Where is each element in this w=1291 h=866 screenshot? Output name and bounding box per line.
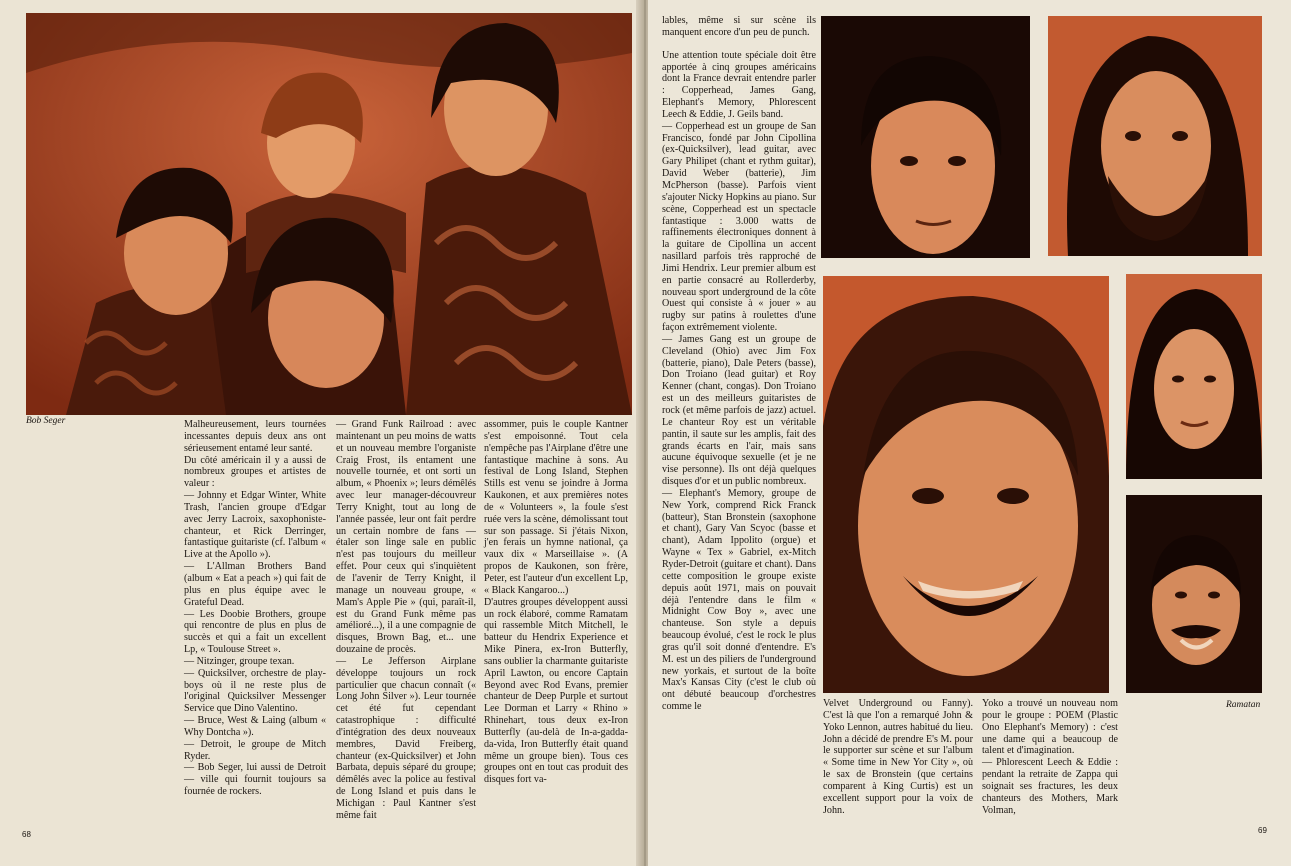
paragraph: Malheureusement, leurs tournées incessantes depuis deux ans ont sérieusement entamé leur santé. [184,419,326,454]
paragraph: Une attention toute spéciale doit être apportée à cinq groupes américains dont la France devrait entendre parler : Copperhead, James Gang, Elephant's Memory, Phlorescent Leech & Eddie, J. Geils band. [662,49,816,120]
page-number-left: 68 [22,830,31,839]
band-photo-art [26,13,632,415]
photo-caption: Bob Seger [26,416,66,426]
portrait-photo-3 [823,276,1109,693]
text-column-right-2 [823,698,973,816]
paragraph: — Detroit, le groupe de Mitch Ryder. [184,738,326,762]
paragraph: — Bob Seger, lui aussi de Detroit — ville qui fournit toujours sa fournée de rockers. [184,762,326,798]
portrait-art-1 [821,16,1030,258]
paragraph: — L'Allman Brothers Band (album « Eat a peach ») qui fait de plus en plus équipe avec le Grateful Dead. [184,561,326,608]
paragraph: — James Gang est un groupe de Cleveland (Ohio) avec Jim Fox (batterie, piano), Dale Peters (basse), Don Troiano (lead guitar) et Roy Kenner (chant, congas). Don Troiano est un des meilleurs guitaristes de rock (et même parfois de jazz) actuel. Le chanteur Roy est un véritable pantin, il saute sur les amplis, fait des grands écarts en l'air, mais sans aucune équivoque sexuelle (et je ne vise personne). Ils ont déjà quelques disques d'or et un public nombreux. [662,333,816,488]
paragraph: — Elephant's Memory, groupe de New York, comprend Rick Franck (batteur), Stan Bronstein (saxophone et chant), Gary Van Scyoc (basse et chant), Adam Ippolito (orgue) et Wayne « Tex » Gabriel, ex-Mitch Ryder-Detroit (guitare et chant). Dans cette composition le groupe existe depuis août 1971, mais on pouvait déjà l'entendre dans le film « Midnight Cow Boy », avec une chanteuse. Son style a depuis beaucoup évolué, c'est le rock le plus gras qu'il soit donné d'entendre. E's M. est un des piliers de l'underground new yorkais, et surtout de la boîte Max's Kansas City (c'est le club où ont débuté beaucoup d'orchestres comme le [662,487,816,713]
paragraph: Du côté américain il y a aussi de nombreux groupes et artistes de valeur : [184,454,326,490]
text-column-1 [184,419,326,798]
paragraph: — Quicksilver, orchestre de play-boys où il ne reste plus de l'original Quicksilver Messenger Service que Dino Valentino. [184,667,326,715]
paragraph: — Le Jefferson Airplane développe toujours un rock particulier que chacun connaît (« Long John Silver »). Leur tournée cet été fut cependant catastrophique : difficulté d'intégration des deux nouveaux membres, David Freiberg, chanteur (ex-Quicksilver) et John Barbata, depuis séparé du groupe; démêlés avec la police au festival de Long Island et puis dans le Michigan : Paul Kantner s'est même fait [336,655,476,821]
portrait-art-2 [1048,16,1262,256]
paragraph: — Grand Funk Railroad : avec maintenant un peu moins de watts et un nouveau membre l'organiste Craig Frost, ils entament une nouvelle tournée, et ont sorti un album, « Phoenix »; leurs démêlés avec leur manager-découvreur Terry Knight, tout au long de l'année passée, leur ont fait perdre un certain nombre de fans — étaler son linge sale en public n'est pas toujours du meilleur effet. Pour ceux qui s'inquiètent de l'avenir de Terry Knight, il manage un nouveau groupe, « Mam's Apple Pie » (qui, paraît-il, est du Grand Funk même pas amélioré...), il a une compagnie de disques, Brown Bag, et... une douzaine de procès. [336,419,476,656]
paragraph: D'autres groupes développent aussi un rock élaboré, comme Ramatam qui rassemble Mitch Mitchell, le batteur du Hendrix Experience et Mike Pinera, ex-Iron Butterfly, sans oublier la charmante guitariste April Lawton, ou encore Captain Beyond avec Rod Evans, premier chanteur de Deep Purple et surtout Lee Dorman et Larry « Rhino » Rhinehart, tous deux ex-Iron Butterfly (au-delà de In-a-gadda-da-vida, Iron Butterfly était quand même un groupe bien). Tous ces groupes ont en tout cas produit des disques fort va- [484,596,628,786]
photo-caption: Ramatan [1226,700,1261,710]
paragraph: assommer, puis le couple Kantner s'est empoisonné. Tout cela n'empêche pas l'Airplane d'être une fantastique machine à sons. Au festival de Long Island, Stephen Stills est venu se joindre à Jorma Kaukonen, et aux premières notes de « Volunteers », la foule s'est ruée vers la scène, démolissant tout sur son passage. Si j'étais Nixon, j'en ferais un hymne national, ça vaux dix « Marseillaise ». (A propos de Kaukonen, son frère, Peter, est l'auteur d'un excellent Lp, « Black Kangaroo...) [484,419,628,596]
right-page [648,0,1291,866]
text-column-2 [336,419,476,822]
portrait-photo-1 [821,16,1030,258]
paragraph: — Nitzinger, groupe texan. [184,655,295,667]
paragraph: — Copperhead est un groupe de San Francisco, fondé par John Cipollina (ex-Quicksilver), lead guitar, avec Gary Philipet (chant et rythm guitar), David Weber (batterie), Jim McPherson (basse). Parfois vient s'ajouter Nicky Hopkins au piano. Sur scène, Copperhead est un spectacle fantastique : 3.000 watts de raffinements électroniques donnent à la guitare de Cipollina un accent nasillard parfois très rapproché de Jimi Hendrix. Leur premier album est en partie consacré au Rollerderby, nouveau sport underground de la côte Ouest qui consiste à « jouer » au rugby sur patins à roulettes d'une façon extrêmement violente. [662,120,816,334]
portrait-art-5 [1126,495,1262,693]
portrait-art-4 [1126,274,1262,479]
paragraph: lables, même si sur scène ils manquent encore d'un peu de punch. [662,15,816,38]
paragraph: — Johnny et Edgar Winter, White Trash, l'ancien groupe d'Edgar avec Jerry Lacroix, saxophoniste-chanteur, et Rick Derringer, fantastique guitariste (cf. l'album « Live at the Apollo »). [184,490,326,561]
paragraph: — Bruce, West & Laing (album « Why Dontcha »). [184,715,326,738]
text-column-3 [484,419,628,786]
band-photo [26,13,632,415]
portrait-art-3 [823,276,1109,693]
left-page [0,0,642,866]
text-column-right-1 [662,15,816,713]
page-number-right: 69 [1258,826,1267,835]
portrait-photo-4 [1126,274,1262,479]
paragraph: Yoko a trouvé un nouveau nom pour le groupe : POEM (Plastic Ono Elephant's Memory) : c'est une dame qui a beaucoup de talent et d'imagination. — Phlorescent Leech & Eddie : pendant la retraite de Zappa qui soignait ses fractures, les deux chanteurs des Mothers, Mark Volman, [982,698,1118,816]
portrait-photo-5 [1126,495,1262,693]
paragraph: — Les Doobie Brothers, groupe qui rencontre de plus en plus de succès et qui a fait un excellent Lp, « Toulouse Street ». [184,608,326,656]
portrait-photo-2 [1048,16,1262,256]
paragraph: Velvet Underground ou Fanny). C'est là que l'on a remarqué John & Yoko Lennon, autres habitué du lieu. John a décidé de prendre E's M. pour le supporter sur scène et sur l'album « Some time in New Yor City », où le sax de Bronstein (que certains comparent à King Curtis) est un excellent support pour la voix de John. [823,698,973,816]
text-column-right-3 [982,698,1118,816]
